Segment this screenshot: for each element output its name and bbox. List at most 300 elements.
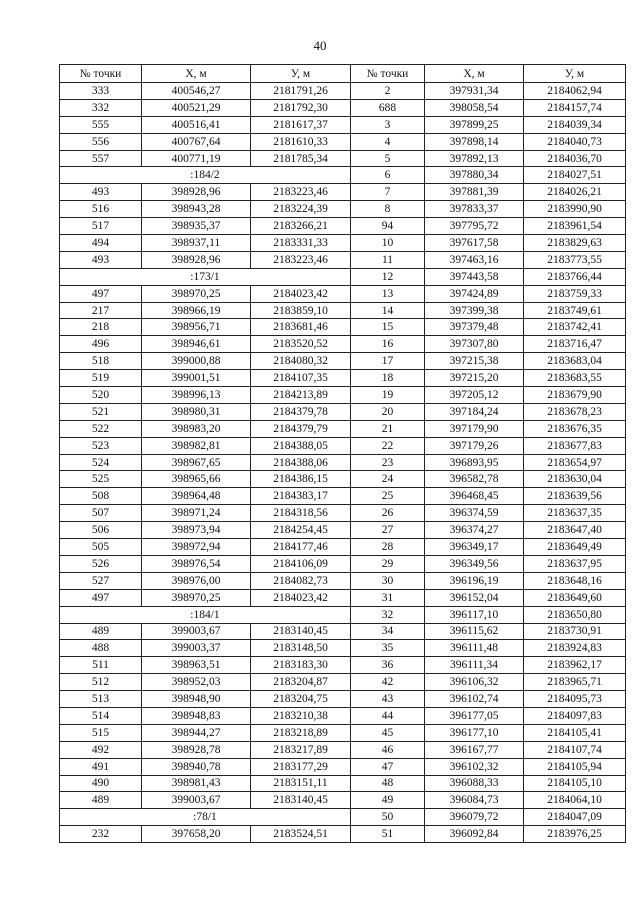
cell-x: 396111,48 — [425, 640, 524, 657]
cell-point-number: 497 — [60, 285, 142, 302]
cell-point-number: 491 — [60, 758, 142, 775]
table-row — [60, 623, 626, 640]
cell-point-number: 557 — [60, 150, 142, 167]
cell-y: 2183924,83 — [524, 640, 626, 657]
cell-y: 2184082,73 — [251, 572, 351, 589]
cell-y: 2183223,46 — [251, 251, 351, 268]
cell-x: 396167,77 — [425, 741, 524, 758]
parcel-section-label: :184/1 — [60, 606, 351, 623]
cell-y: 2184388,05 — [251, 437, 351, 454]
cell-x: 397881,39 — [425, 184, 524, 201]
cell-y: 2184107,35 — [251, 370, 351, 387]
cell-x: 396111,34 — [425, 657, 524, 674]
cell-y: 2183648,16 — [524, 572, 626, 589]
cell-point-number: 31 — [351, 589, 425, 606]
cell-point-number: 232 — [60, 826, 142, 843]
cell-y: 2183224,39 — [251, 201, 351, 218]
cell-y: 2181617,37 — [251, 116, 351, 133]
cell-x: 398976,00 — [142, 572, 251, 589]
cell-x: 396893,95 — [425, 454, 524, 471]
cell-point-number: 496 — [60, 336, 142, 353]
cell-point-number: 513 — [60, 691, 142, 708]
table-body — [60, 83, 626, 843]
cell-point-number: 45 — [351, 724, 425, 741]
cell-y: 2183677,83 — [524, 437, 626, 454]
cell-point-number: 13 — [351, 285, 425, 302]
cell-point-number: 508 — [60, 488, 142, 505]
cell-y: 2184386,15 — [251, 471, 351, 488]
coordinates-table — [59, 64, 626, 843]
cell-point-number: 44 — [351, 707, 425, 724]
cell-y: 2184080,32 — [251, 353, 351, 370]
cell-x: 396152,04 — [425, 589, 524, 606]
table-header-row — [60, 65, 626, 83]
cell-x: 398940,78 — [142, 758, 251, 775]
cell-x: 398937,11 — [142, 235, 251, 252]
cell-point-number: 332 — [60, 99, 142, 116]
cell-point-number: 517 — [60, 218, 142, 235]
table-row — [60, 387, 626, 404]
cell-point-number: 515 — [60, 724, 142, 741]
cell-x: 396177,10 — [425, 724, 524, 741]
cell-point-number: 25 — [351, 488, 425, 505]
cell-y: 2183766,44 — [524, 268, 626, 285]
cell-y: 2183654,97 — [524, 454, 626, 471]
cell-point-number: 526 — [60, 555, 142, 572]
cell-point-number: 27 — [351, 522, 425, 539]
cell-x: 398948,83 — [142, 707, 251, 724]
table-row — [60, 167, 626, 184]
cell-y: 2183742,41 — [524, 319, 626, 336]
table-row — [60, 437, 626, 454]
cell-y: 2183140,45 — [251, 792, 351, 809]
cell-point-number: 14 — [351, 302, 425, 319]
cell-y: 2183679,90 — [524, 387, 626, 404]
cell-point-number: 493 — [60, 251, 142, 268]
cell-x: 397892,13 — [425, 150, 524, 167]
cell-point-number: 21 — [351, 420, 425, 437]
table-row — [60, 319, 626, 336]
cell-x: 398970,25 — [142, 285, 251, 302]
cell-point-number: 10 — [351, 235, 425, 252]
cell-x: 396374,59 — [425, 505, 524, 522]
table-row — [60, 572, 626, 589]
cell-y: 2184318,56 — [251, 505, 351, 522]
cell-point-number: 26 — [351, 505, 425, 522]
cell-y: 2183647,40 — [524, 522, 626, 539]
parcel-section-label: :173/1 — [60, 268, 351, 285]
cell-x: 396106,32 — [425, 674, 524, 691]
cell-x: 396092,84 — [425, 826, 524, 843]
table-row — [60, 201, 626, 218]
cell-point-number: 522 — [60, 420, 142, 437]
cell-y: 2184105,94 — [524, 758, 626, 775]
cell-x: 397215,20 — [425, 370, 524, 387]
cell-point-number: 556 — [60, 133, 142, 150]
table-row — [60, 522, 626, 539]
cell-y: 2183976,25 — [524, 826, 626, 843]
cell-point-number: 49 — [351, 792, 425, 809]
cell-y: 2184107,74 — [524, 741, 626, 758]
cell-x: 398058,54 — [425, 99, 524, 116]
parcel-section-label: :184/2 — [60, 167, 351, 184]
cell-y: 2183716,47 — [524, 336, 626, 353]
cell-point-number: 17 — [351, 353, 425, 370]
table-row — [60, 792, 626, 809]
cell-x: 396117,10 — [425, 606, 524, 623]
table-row — [60, 640, 626, 657]
cell-point-number: 11 — [351, 251, 425, 268]
cell-y: 2184157,74 — [524, 99, 626, 116]
table-row — [60, 741, 626, 758]
cell-point-number: 23 — [351, 454, 425, 471]
cell-point-number: 12 — [351, 268, 425, 285]
table-row — [60, 218, 626, 235]
cell-x: 396582,78 — [425, 471, 524, 488]
cell-point-number: 488 — [60, 640, 142, 657]
cell-point-number: 516 — [60, 201, 142, 218]
cell-x: 398965,66 — [142, 471, 251, 488]
cell-point-number: 18 — [351, 370, 425, 387]
cell-x: 398967,65 — [142, 454, 251, 471]
header-y-right: У, м — [524, 65, 626, 83]
cell-point-number: 7 — [351, 184, 425, 201]
cell-point-number: 512 — [60, 674, 142, 691]
cell-point-number: 493 — [60, 184, 142, 201]
cell-point-number: 6 — [351, 167, 425, 184]
cell-x: 397617,58 — [425, 235, 524, 252]
cell-point-number: 555 — [60, 116, 142, 133]
cell-point-number: 32 — [351, 606, 425, 623]
cell-point-number: 94 — [351, 218, 425, 235]
cell-y: 2184062,94 — [524, 83, 626, 100]
cell-y: 2183218,89 — [251, 724, 351, 741]
table-row — [60, 336, 626, 353]
table-row — [60, 99, 626, 116]
cell-y: 2183773,55 — [524, 251, 626, 268]
table-row — [60, 555, 626, 572]
cell-y: 2183681,46 — [251, 319, 351, 336]
cell-point-number: 217 — [60, 302, 142, 319]
table-row — [60, 707, 626, 724]
cell-y: 2181785,34 — [251, 150, 351, 167]
table-row — [60, 83, 626, 100]
cell-point-number: 28 — [351, 539, 425, 556]
cell-point-number: 497 — [60, 589, 142, 606]
cell-y: 2181610,33 — [251, 133, 351, 150]
table-row — [60, 235, 626, 252]
table-row — [60, 505, 626, 522]
cell-y: 2184105,41 — [524, 724, 626, 741]
cell-x: 398980,31 — [142, 403, 251, 420]
cell-x: 396196,19 — [425, 572, 524, 589]
cell-x: 398966,19 — [142, 302, 251, 319]
cell-y: 2183204,87 — [251, 674, 351, 691]
cell-x: 398973,94 — [142, 522, 251, 539]
cell-x: 398948,90 — [142, 691, 251, 708]
cell-y: 2183649,49 — [524, 539, 626, 556]
cell-y: 2183331,33 — [251, 235, 351, 252]
table-row — [60, 488, 626, 505]
cell-y: 2183210,38 — [251, 707, 351, 724]
cell-point-number: 2 — [351, 83, 425, 100]
cell-point-number: 521 — [60, 403, 142, 420]
cell-y: 2183961,54 — [524, 218, 626, 235]
cell-x: 397215,38 — [425, 353, 524, 370]
cell-x: 397179,26 — [425, 437, 524, 454]
cell-point-number: 525 — [60, 471, 142, 488]
header-y-left: У, м — [251, 65, 351, 83]
cell-point-number: 4 — [351, 133, 425, 150]
header-point-number-left: № точки — [60, 65, 142, 83]
cell-point-number: 8 — [351, 201, 425, 218]
cell-y: 2184383,17 — [251, 488, 351, 505]
cell-y: 2184047,09 — [524, 809, 626, 826]
cell-y: 2183630,04 — [524, 471, 626, 488]
cell-x: 397184,24 — [425, 403, 524, 420]
cell-point-number: 218 — [60, 319, 142, 336]
cell-point-number: 494 — [60, 235, 142, 252]
cell-x: 400771,19 — [142, 150, 251, 167]
cell-y: 2183678,23 — [524, 403, 626, 420]
cell-x: 396177,05 — [425, 707, 524, 724]
cell-x: 398944,27 — [142, 724, 251, 741]
cell-y: 2184097,83 — [524, 707, 626, 724]
cell-y: 2184379,79 — [251, 420, 351, 437]
cell-x: 398928,96 — [142, 184, 251, 201]
table-row — [60, 809, 626, 826]
cell-point-number: 333 — [60, 83, 142, 100]
cell-point-number: 46 — [351, 741, 425, 758]
cell-y: 2183683,04 — [524, 353, 626, 370]
cell-x: 397379,48 — [425, 319, 524, 336]
cell-y: 2183990,90 — [524, 201, 626, 218]
table-row — [60, 826, 626, 843]
cell-y: 2184039,34 — [524, 116, 626, 133]
parcel-section-label: :78/1 — [60, 809, 351, 826]
cell-point-number: 47 — [351, 758, 425, 775]
cell-y: 2181791,26 — [251, 83, 351, 100]
cell-point-number: 22 — [351, 437, 425, 454]
cell-x: 398928,96 — [142, 251, 251, 268]
table-row — [60, 184, 626, 201]
cell-point-number: 688 — [351, 99, 425, 116]
cell-x: 398972,94 — [142, 539, 251, 556]
cell-point-number: 506 — [60, 522, 142, 539]
cell-x: 397463,16 — [425, 251, 524, 268]
cell-x: 396115,62 — [425, 623, 524, 640]
cell-x: 396349,17 — [425, 539, 524, 556]
cell-y: 2183730,91 — [524, 623, 626, 640]
cell-point-number: 24 — [351, 471, 425, 488]
cell-y: 2183183,30 — [251, 657, 351, 674]
cell-x: 398976,54 — [142, 555, 251, 572]
cell-point-number: 19 — [351, 387, 425, 404]
cell-y: 2183649,60 — [524, 589, 626, 606]
cell-y: 2184177,46 — [251, 539, 351, 556]
cell-y: 2184040,73 — [524, 133, 626, 150]
cell-y: 2181792,30 — [251, 99, 351, 116]
table-row — [60, 302, 626, 319]
cell-point-number: 507 — [60, 505, 142, 522]
table-row — [60, 285, 626, 302]
cell-x: 398982,81 — [142, 437, 251, 454]
cell-y: 2183676,35 — [524, 420, 626, 437]
cell-x: 399003,67 — [142, 623, 251, 640]
cell-x: 398928,78 — [142, 741, 251, 758]
cell-y: 2183829,63 — [524, 235, 626, 252]
header-x-left: Х, м — [142, 65, 251, 83]
cell-point-number: 519 — [60, 370, 142, 387]
cell-y: 2183650,80 — [524, 606, 626, 623]
cell-x: 397931,34 — [425, 83, 524, 100]
cell-y: 2183151,11 — [251, 775, 351, 792]
cell-point-number: 490 — [60, 775, 142, 792]
cell-point-number: 16 — [351, 336, 425, 353]
cell-x: 399003,67 — [142, 792, 251, 809]
cell-x: 398964,48 — [142, 488, 251, 505]
cell-point-number: 523 — [60, 437, 142, 454]
header-point-number-right: № точки — [351, 65, 425, 83]
cell-x: 398946,61 — [142, 336, 251, 353]
header-x-right: Х, м — [425, 65, 524, 83]
cell-y: 2184095,73 — [524, 691, 626, 708]
cell-x: 398996,13 — [142, 387, 251, 404]
cell-point-number: 50 — [351, 809, 425, 826]
cell-y: 2183520,52 — [251, 336, 351, 353]
cell-point-number: 3 — [351, 116, 425, 133]
cell-y: 2183965,71 — [524, 674, 626, 691]
cell-x: 398952,03 — [142, 674, 251, 691]
cell-x: 398943,28 — [142, 201, 251, 218]
cell-x: 397833,37 — [425, 201, 524, 218]
table-row — [60, 353, 626, 370]
cell-x: 396102,74 — [425, 691, 524, 708]
cell-y: 2183223,46 — [251, 184, 351, 201]
table-row — [60, 150, 626, 167]
table-row — [60, 758, 626, 775]
table-row — [60, 403, 626, 420]
cell-x: 396349,56 — [425, 555, 524, 572]
cell-x: 400516,41 — [142, 116, 251, 133]
cell-y: 2183140,45 — [251, 623, 351, 640]
cell-y: 2184027,51 — [524, 167, 626, 184]
table-row — [60, 471, 626, 488]
cell-x: 399003,37 — [142, 640, 251, 657]
cell-point-number: 36 — [351, 657, 425, 674]
cell-point-number: 5 — [351, 150, 425, 167]
cell-x: 398956,71 — [142, 319, 251, 336]
table-row — [60, 539, 626, 556]
cell-y: 2183683,55 — [524, 370, 626, 387]
table-row — [60, 251, 626, 268]
cell-x: 399001,51 — [142, 370, 251, 387]
cell-x: 396374,27 — [425, 522, 524, 539]
cell-point-number: 514 — [60, 707, 142, 724]
cell-y: 2184023,42 — [251, 285, 351, 302]
cell-x: 397795,72 — [425, 218, 524, 235]
cell-y: 2183859,10 — [251, 302, 351, 319]
cell-x: 396079,72 — [425, 809, 524, 826]
cell-x: 399000,88 — [142, 353, 251, 370]
cell-y: 2184106,09 — [251, 555, 351, 572]
cell-y: 2183177,29 — [251, 758, 351, 775]
cell-x: 396084,73 — [425, 792, 524, 809]
cell-point-number: 489 — [60, 623, 142, 640]
cell-y: 2184036,70 — [524, 150, 626, 167]
cell-point-number: 505 — [60, 539, 142, 556]
cell-point-number: 30 — [351, 572, 425, 589]
cell-point-number: 48 — [351, 775, 425, 792]
cell-y: 2184388,06 — [251, 454, 351, 471]
cell-x: 397424,89 — [425, 285, 524, 302]
cell-y: 2184254,45 — [251, 522, 351, 539]
cell-x: 396468,45 — [425, 488, 524, 505]
cell-y: 2184023,42 — [251, 589, 351, 606]
cell-point-number: 34 — [351, 623, 425, 640]
cell-x: 400546,27 — [142, 83, 251, 100]
table-row — [60, 268, 626, 285]
table-row — [60, 724, 626, 741]
cell-point-number: 29 — [351, 555, 425, 572]
cell-x: 396088,33 — [425, 775, 524, 792]
cell-x: 398963,51 — [142, 657, 251, 674]
table-row — [60, 657, 626, 674]
cell-y: 2183204,75 — [251, 691, 351, 708]
cell-y: 2183266,21 — [251, 218, 351, 235]
cell-x: 397307,80 — [425, 336, 524, 353]
table-row — [60, 775, 626, 792]
cell-x: 398971,24 — [142, 505, 251, 522]
cell-y: 2183639,56 — [524, 488, 626, 505]
cell-y: 2183962,17 — [524, 657, 626, 674]
page-number: 40 — [313, 38, 327, 53]
cell-y: 2184064,10 — [524, 792, 626, 809]
cell-point-number: 527 — [60, 572, 142, 589]
cell-y: 2184026,21 — [524, 184, 626, 201]
cell-y: 2183148,50 — [251, 640, 351, 657]
cell-x: 398983,20 — [142, 420, 251, 437]
cell-x: 397658,20 — [142, 826, 251, 843]
cell-x: 400767,64 — [142, 133, 251, 150]
cell-x: 397443,58 — [425, 268, 524, 285]
cell-y: 2183524,51 — [251, 826, 351, 843]
cell-x: 397179,90 — [425, 420, 524, 437]
cell-x: 397899,25 — [425, 116, 524, 133]
cell-y: 2183759,33 — [524, 285, 626, 302]
cell-point-number: 35 — [351, 640, 425, 657]
cell-x: 398981,43 — [142, 775, 251, 792]
cell-point-number: 43 — [351, 691, 425, 708]
cell-point-number: 51 — [351, 826, 425, 843]
cell-y: 2183637,35 — [524, 505, 626, 522]
table-row — [60, 674, 626, 691]
cell-x: 397880,34 — [425, 167, 524, 184]
cell-y: 2183637,95 — [524, 555, 626, 572]
cell-point-number: 524 — [60, 454, 142, 471]
cell-point-number: 518 — [60, 353, 142, 370]
table-row — [60, 606, 626, 623]
cell-y: 2184105,10 — [524, 775, 626, 792]
cell-y: 2183217,89 — [251, 741, 351, 758]
cell-x: 396102,32 — [425, 758, 524, 775]
table-row — [60, 116, 626, 133]
cell-x: 398935,37 — [142, 218, 251, 235]
coordinates-sheet — [59, 64, 602, 843]
cell-x: 400521,29 — [142, 99, 251, 116]
cell-point-number: 15 — [351, 319, 425, 336]
cell-y: 2184213,89 — [251, 387, 351, 404]
